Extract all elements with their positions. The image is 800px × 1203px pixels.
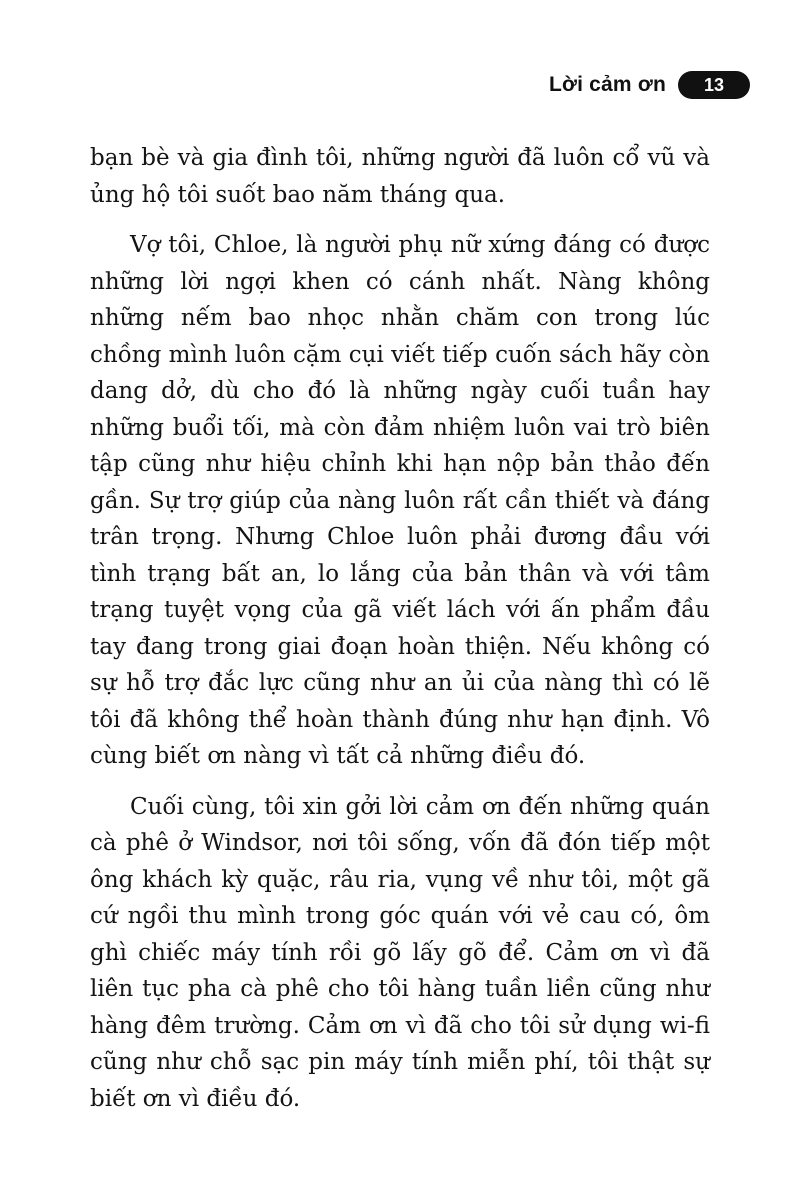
body-text bbox=[90, 140, 710, 1117]
running-header bbox=[549, 70, 750, 100]
paragraph-continued: bạn bè và gia đình tôi, những người đã luôn cổ vũ và ủng hộ tôi suốt bao năm tháng qua. bbox=[90, 145, 710, 208]
paragraph-chloe: Vợ tôi, Chloe, là người phụ nữ xứng đáng có được những lời ngợi khen có cánh nhất. Nàng không những nếm bao nhọc nhằn chăm con trong lúc chồng mình luôn cặm cụi viết tiếp cuốn sách hãy còn dang dở, dù cho đó là những ngày cuối tuần hay những buổi tối, mà còn đảm nhiệm luôn vai trò biên tập cũng như hiệu chỉnh khi hạn nộp bản thảo đến gần. Sự trợ giúp của nàng luôn rất cần thiết và đáng trân trọng. Nhưng Chloe luôn phải đương đầu với tình trạng bất an, lo lắng của bản thân và với tâm trạng tuyệt vọng của gã viết lách với ấn phẩm đầu tay đang trong giai đoạn hoàn thiện. Nếu không có sự hỗ trợ đắc lực cũng như an ủi của nàng thì có lẽ tôi đã không thể hoàn thành đúng như hạn định. Vô cùng biết ơn nàng vì tất cả những điều đó. bbox=[90, 232, 710, 769]
page-number-badge: 13 bbox=[678, 71, 750, 99]
paragraph-cafes: Cuối cùng, tôi xin gởi lời cảm ơn đến những quán cà phê ở Windsor, nơi tôi sống, vốn đã đón tiếp một ông khách kỳ quặc, râu ria, vụng về như tôi, một gã cứ ngồi thu mình trong góc quán với vẻ cau có, ôm ghì chiếc máy tính rồi gõ lấy gõ để. Cảm ơn vì đã liên tục pha cà phê cho tôi hàng tuần liền cũng như hàng đêm trường. Cảm ơn vì đã cho tôi sử dụng wi-fi cũng như chỗ sạc pin máy tính miễn phí, tôi thật sự biết ơn vì điều đó. bbox=[90, 793, 710, 1112]
chapter-title: Lời cảm ơn bbox=[548, 73, 666, 96]
